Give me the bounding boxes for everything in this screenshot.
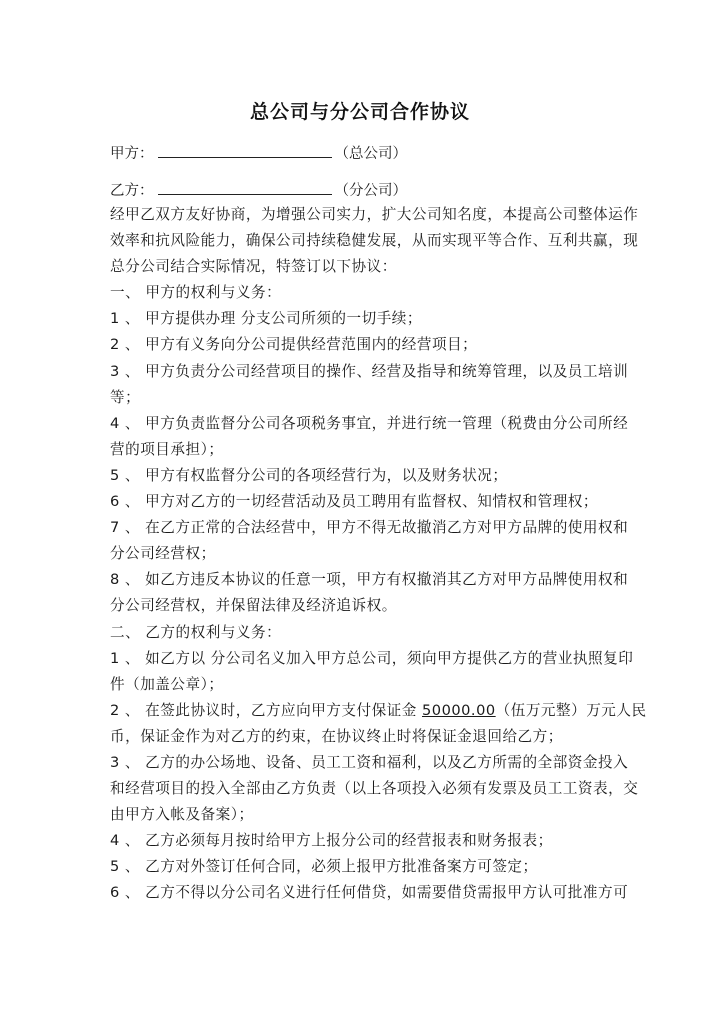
clause-line: 件（加盖公章）； (110, 675, 224, 693)
clause-line: 2 、 甲方有义务向分公司提供经营范围内的经营项目； (110, 336, 478, 354)
clause-line: 4 、 甲方负责监督分公司各项税务事宜，并进行统一管理（税费由分公司所经 (110, 414, 629, 432)
clause-line: 等； (110, 388, 141, 406)
text-line: 总分公司结合实际情况，特签订以下协议： (110, 258, 397, 276)
party-a-line (110, 143, 407, 163)
clause-line: 3 、 甲方负责分公司经营项目的操作、经营及指导和统筹管理，以及员工培训 (110, 362, 629, 380)
party-a-label: 甲方： (110, 146, 154, 162)
text-line: 经甲乙双方友好协商，为增强公司实力，扩大公司知名度，本提高公司整体运作 (110, 206, 639, 223)
clause-line: 7 、 在乙方正常的合法经营中，甲方不得无故撤消乙方对甲方品牌的使用权和 (110, 519, 629, 537)
section-heading-a: 一、 甲方的权利与义务： (110, 284, 282, 302)
party-b-label: 乙方： (110, 183, 154, 199)
clause-line: 分公司经营权； (110, 545, 216, 563)
clause-line: 币，保证金作为对乙方的约束，在协议终止时将保证金退回给乙方； (110, 727, 563, 745)
deposit-prefix: 2 、 在签此协议时，乙方应向甲方支付保证金 (110, 701, 422, 719)
clause-line: 由甲方入帐及备案）； (110, 806, 254, 824)
clause-line: 4 、 乙方必须每月按时给甲方上报分公司的经营报表和财务报表； (110, 832, 553, 850)
party-b-suffix: （分公司） (334, 183, 407, 199)
section-heading-b: 二、 乙方的权利与义务： (110, 623, 282, 641)
clause-line: 1 、 甲方提供办理 分支公司所须的一切手续； (110, 310, 422, 328)
clause-line: 1 、 如乙方以 分公司名义加入甲方总公司，须向甲方提供乙方的营业执照复印 (110, 649, 634, 667)
clause-line: 6 、 乙方不得以分公司名义进行任何借贷，如需要借贷需报甲方认可批准方可 (110, 884, 629, 902)
deposit-suffix: （伍万元整）万元人民 (495, 701, 647, 719)
party-b-line (110, 180, 407, 200)
clause-line: 营的项目承担）； (110, 440, 224, 458)
clause-line: 6 、 甲方对乙方的一切经营活动及员工聘用有监督权、知情权和管理权； (110, 493, 598, 511)
deposit-amount: 50000.00 (422, 701, 496, 719)
party-b-blank-field[interactable] (158, 180, 332, 195)
document-title: 总公司与分公司合作协议 (249, 101, 470, 123)
clause-line: 3 、 乙方的办公场地、设备、员工工资和福利，以及乙方所需的全部资金投入 (110, 753, 629, 771)
document-body (110, 202, 647, 907)
clause-line: 5 、 乙方对外签订任何合同，必须上报甲方批准备案方可签定； (110, 858, 538, 876)
deposit-clause-line (110, 698, 647, 724)
clause-line: 分公司经营权，并保留法律及经济追诉权。 (110, 597, 397, 615)
clause-line: 8 、 如乙方违反本协议的任意一项，甲方有权撤消其乙方对甲方品牌使用权和 (110, 571, 629, 589)
party-a-blank-field[interactable] (158, 143, 332, 158)
clause-line: 和经营项目的投入全部由乙方负责（以上各项投入必须有发票及员工工资表，交 (110, 780, 639, 798)
party-a-suffix: （总公司） (334, 146, 407, 162)
clause-line: 5 、 甲方有权监督分公司的各项经营行为，以及财务状况； (110, 466, 508, 484)
text-line: 效率和抗风险能力，确保公司持续稳健发展，从而实现平等合作、互利共赢，现 (110, 232, 639, 250)
